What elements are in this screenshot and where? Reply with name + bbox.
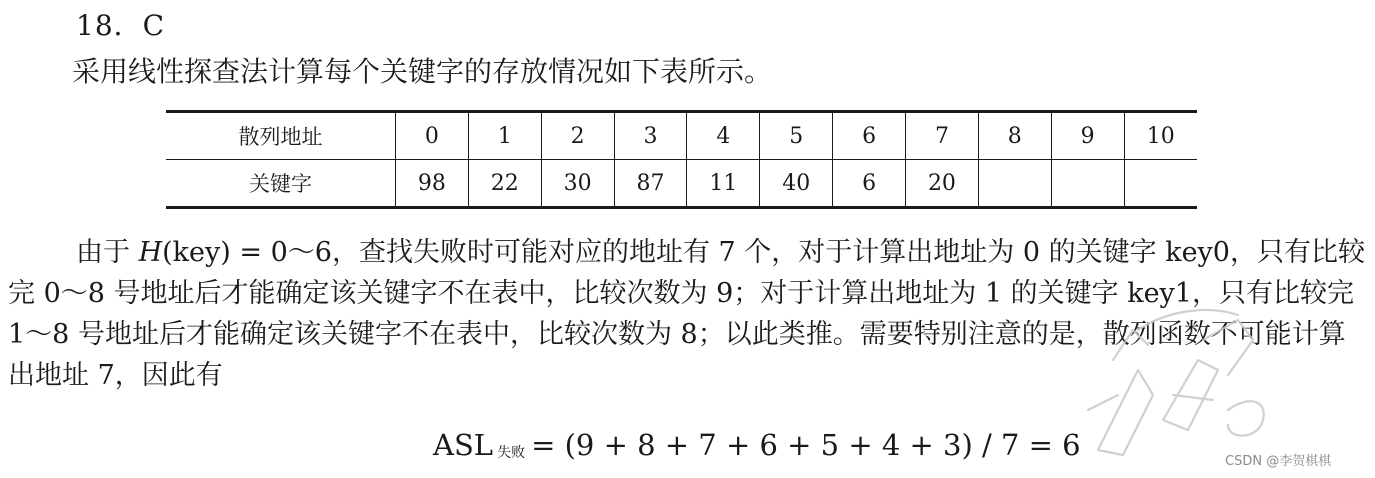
key-cell: 87 bbox=[614, 160, 687, 208]
key-cell bbox=[978, 160, 1051, 208]
key-cell: 30 bbox=[541, 160, 614, 208]
address-cell: 3 bbox=[614, 112, 687, 160]
address-cell: 6 bbox=[833, 112, 906, 160]
address-cell: 10 bbox=[1124, 112, 1197, 160]
address-cell: 5 bbox=[760, 112, 833, 160]
key-cell: 11 bbox=[687, 160, 760, 208]
key-cell bbox=[1124, 160, 1197, 208]
formula-subscript: 失败 bbox=[497, 445, 526, 461]
asl-formula bbox=[433, 428, 1081, 462]
explanation-text-start: 由于 bbox=[76, 237, 139, 268]
key-cell bbox=[1051, 160, 1124, 208]
question-intro: 采用线性探查法计算每个关键字的存放情况如下表所示。 bbox=[72, 55, 773, 88]
key-row-label: 关键字 bbox=[249, 172, 312, 196]
address-cell: 8 bbox=[978, 112, 1051, 160]
address-cell: 1 bbox=[468, 112, 541, 160]
explanation-text-body: (key) = 0～6，查找失败时可能对应的地址有 7 个，对于计算出地址为 0 的关键字 key0，只有比较完 0～8 号地址后才能确定该关键字不在表中，比较次数为 9；对于计算出地址为 1 的关键字 key1，只有比较完 1～8 号地址后才能确定该关键字不在表中，比较次数为 8；以此类推。需要特别注意的是，散列函数不可能计算出地址 7，因此有 bbox=[8, 237, 1365, 391]
address-row-label: 散列地址 bbox=[166, 112, 396, 160]
explanation-paragraph bbox=[8, 232, 1370, 396]
address-cell: 0 bbox=[396, 112, 469, 160]
csdn-watermark: CSDN @李贺棋棋 bbox=[1225, 454, 1332, 469]
formula-lhs: ASL bbox=[433, 428, 494, 462]
hash-function-symbol: H bbox=[138, 237, 163, 268]
hash-table bbox=[166, 110, 1197, 209]
address-cell: 9 bbox=[1051, 112, 1124, 160]
question-number: 18．C bbox=[76, 9, 166, 42]
key-cell: 98 bbox=[396, 160, 469, 208]
formula-rhs: = (9 + 8 + 7 + 6 + 5 + 4 + 3) / 7 = 6 bbox=[531, 428, 1081, 462]
address-cell: 2 bbox=[541, 112, 614, 160]
key-cell: 40 bbox=[760, 160, 833, 208]
key-row bbox=[166, 160, 1197, 208]
key-cell: 20 bbox=[906, 160, 979, 208]
address-cell: 4 bbox=[687, 112, 760, 160]
address-cell: 7 bbox=[906, 112, 979, 160]
address-row bbox=[166, 112, 1197, 160]
key-cell: 22 bbox=[468, 160, 541, 208]
key-cell: 6 bbox=[833, 160, 906, 208]
